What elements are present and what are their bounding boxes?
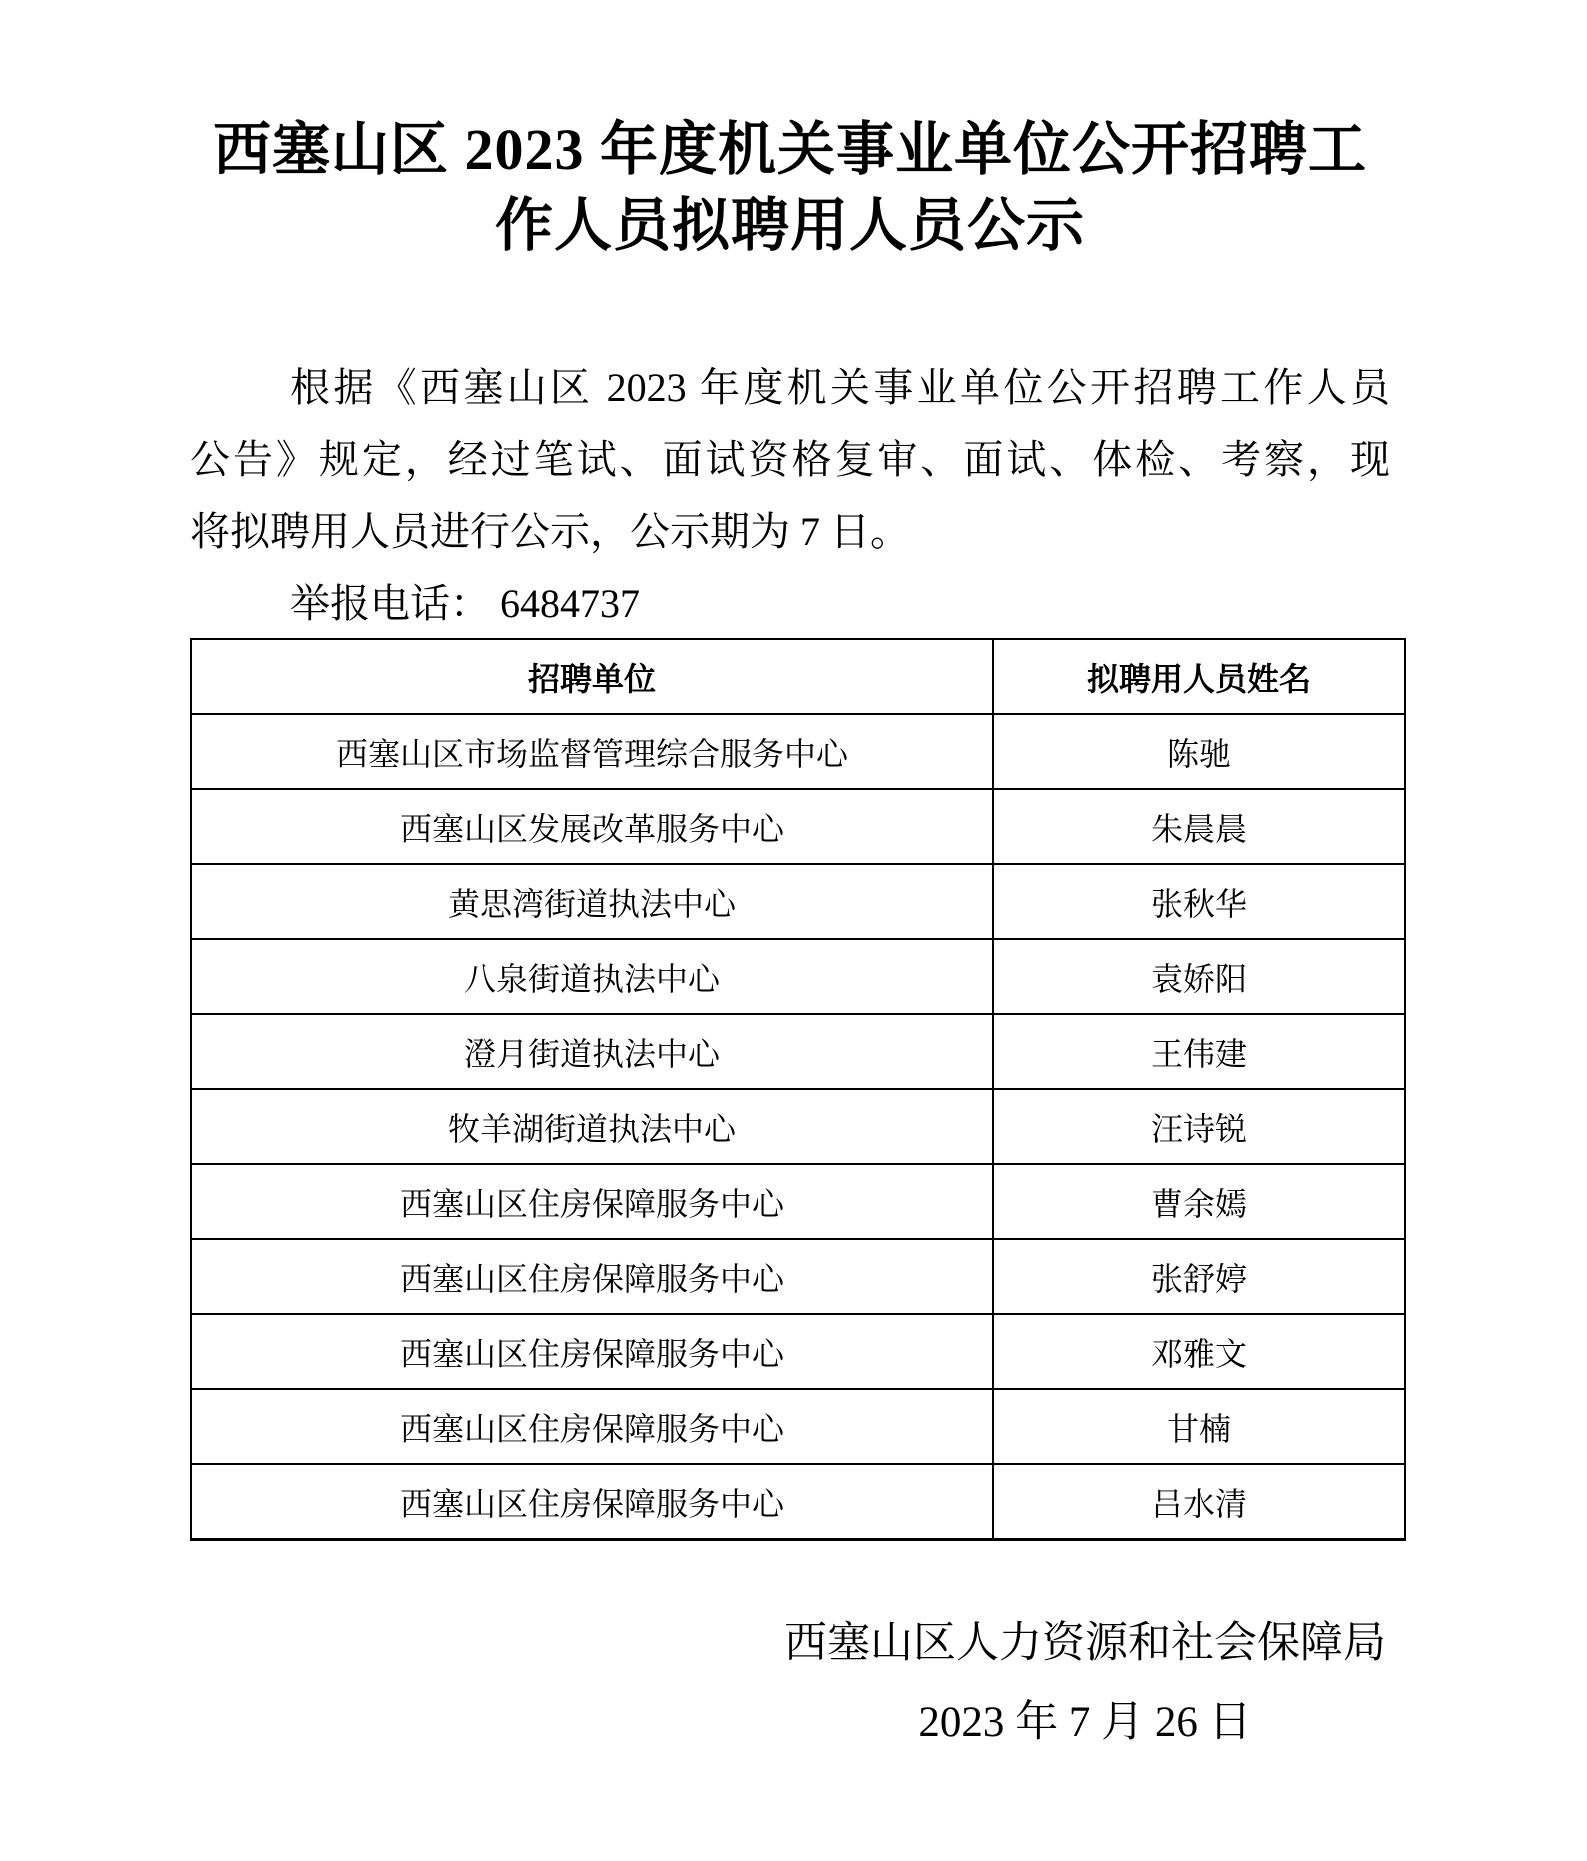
name-cell: 甘楠 <box>993 1389 1405 1464</box>
name-cell: 朱晨晨 <box>993 789 1405 864</box>
table-row <box>191 1464 1405 1540</box>
unit-cell: 西塞山区发展改革服务中心 <box>191 789 993 864</box>
name-cell: 张秋华 <box>993 864 1405 939</box>
table-row <box>191 1014 1405 1089</box>
paragraph-line-2: 公告》规定，经过笔试、面试资格复审、面试、体检、考察，现 <box>190 437 1390 482</box>
unit-cell: 西塞山区住房保障服务中心 <box>191 1239 993 1314</box>
signature-block <box>585 1604 1585 1762</box>
name-cell: 袁娇阳 <box>993 939 1405 1014</box>
unit-column-header: 招聘单位 <box>191 639 993 714</box>
hire-table-body <box>191 714 1405 1540</box>
name-cell: 陈驰 <box>993 714 1405 789</box>
issue-date: 2023 年 7 月 26 日 <box>918 1699 1252 1746</box>
unit-cell: 西塞山区住房保障服务中心 <box>191 1164 993 1239</box>
unit-cell: 八泉街道执法中心 <box>191 939 993 1014</box>
table-row <box>191 864 1405 939</box>
title-line-2: 作人员拟聘用人员公示 <box>494 193 1085 258</box>
table-row <box>191 714 1405 789</box>
unit-cell: 西塞山区住房保障服务中心 <box>191 1389 993 1464</box>
name-cell: 吕水清 <box>993 1464 1405 1540</box>
name-cell: 王伟建 <box>993 1014 1405 1089</box>
table-header-row <box>191 639 1405 714</box>
name-cell: 曹余嫣 <box>993 1164 1405 1239</box>
paragraph-line-1: 根据《西塞山区 2023 年度机关事业单位公开招聘工作人员 <box>290 365 1390 410</box>
name-cell: 邓雅文 <box>993 1314 1405 1389</box>
table-row <box>191 939 1405 1014</box>
name-cell: 张舒婷 <box>993 1239 1405 1314</box>
table-row <box>191 1164 1405 1239</box>
body-paragraph <box>190 352 1390 640</box>
paragraph-line-3: 将拟聘用人员进行公示，公示期为 7 日。 <box>190 509 910 554</box>
issuing-authority: 西塞山区人力资源和社会保障局 <box>784 1620 1386 1667</box>
unit-cell: 西塞山区住房保障服务中心 <box>191 1464 993 1540</box>
unit-cell: 牧羊湖街道执法中心 <box>191 1089 993 1164</box>
name-cell: 汪诗锐 <box>993 1089 1405 1164</box>
title-line-1: 西塞山区 2023 年度机关事业单位公开招聘工 <box>212 117 1367 182</box>
unit-cell: 澄月街道执法中心 <box>191 1014 993 1089</box>
table-row <box>191 1239 1405 1314</box>
unit-cell: 黄思湾街道执法中心 <box>191 864 993 939</box>
unit-cell: 西塞山区市场监督管理综合服务中心 <box>191 714 993 789</box>
table-row <box>191 789 1405 864</box>
unit-cell: 西塞山区住房保障服务中心 <box>191 1314 993 1389</box>
page-title <box>190 112 1390 264</box>
name-column-header: 拟聘用人员姓名 <box>993 639 1405 714</box>
report-phone-line: 举报电话： 6484737 <box>290 581 640 626</box>
table-row <box>191 1089 1405 1164</box>
table-row <box>191 1314 1405 1389</box>
hire-table <box>190 638 1406 1541</box>
table-row <box>191 1389 1405 1464</box>
